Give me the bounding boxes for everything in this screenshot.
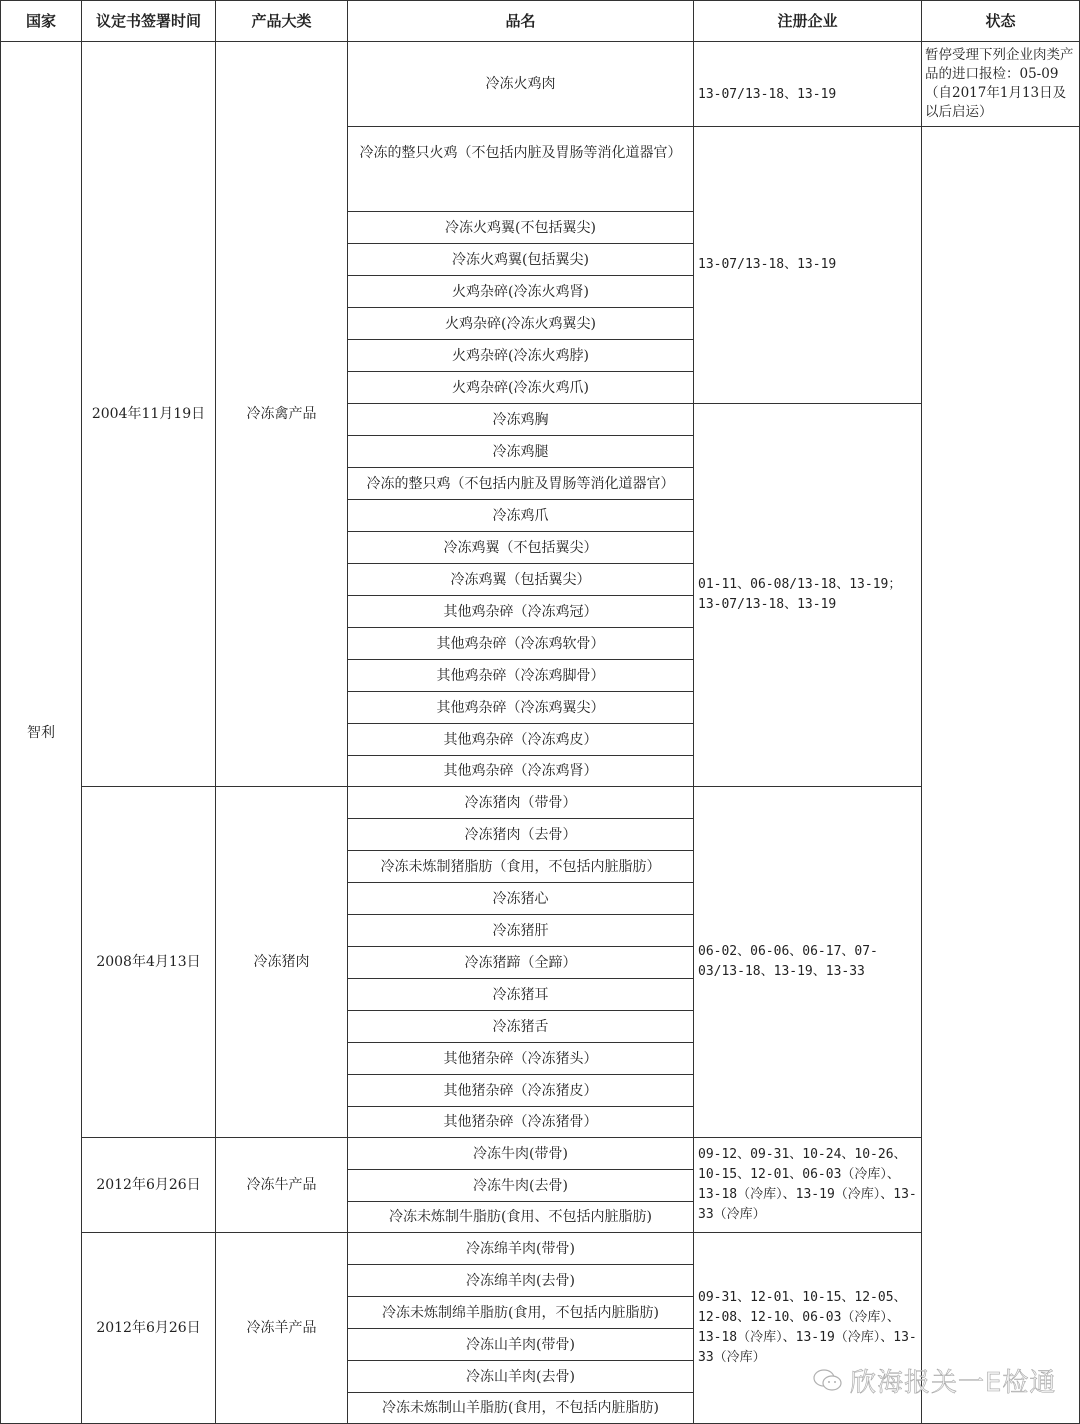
header-signing-date: 议定书签署时间 xyxy=(81,0,216,42)
product-cell: 其他鸡杂碎（冷冻鸡皮） xyxy=(347,723,694,756)
enterprises-cell: 13-07/13-18、13-19 xyxy=(693,41,922,127)
signing-date-cell: 2012年6月26日 xyxy=(81,1137,216,1233)
product-cell: 冷冻鸡翼（包括翼尖） xyxy=(347,563,694,596)
product-cell: 其他猪杂碎（冷冻猪皮） xyxy=(347,1074,694,1107)
product-cell: 冷冻猪心 xyxy=(347,882,694,915)
product-cell: 冷冻未炼制牛脂肪(食用、不包括内脏脂肪) xyxy=(347,1201,694,1233)
product-cell: 其他鸡杂碎（冷冻鸡脚骨） xyxy=(347,659,694,692)
product-cell: 冷冻火鸡肉 xyxy=(347,41,694,127)
product-cell: 冷冻鸡爪 xyxy=(347,499,694,532)
product-cell: 其他鸡杂碎（冷冻鸡肾） xyxy=(347,755,694,787)
product-cell: 火鸡杂碎(冷冻火鸡脖) xyxy=(347,339,694,372)
header-registered-enterprises: 注册企业 xyxy=(693,0,922,42)
product-cell: 冷冻火鸡翼(不包括翼尖) xyxy=(347,211,694,244)
product-cell: 冷冻猪舌 xyxy=(347,1010,694,1043)
header-country: 国家 xyxy=(0,0,82,42)
product-cell: 冷冻牛肉(去骨) xyxy=(347,1169,694,1202)
product-cell: 冷冻的整只火鸡（不包括内脏及胃肠等消化道器官） xyxy=(347,126,694,212)
category-cell: 冷冻禽产品 xyxy=(215,41,348,787)
enterprises-cell: 01-11、06-08/13-18、13-19；13-07/13-18、13-19 xyxy=(693,403,922,787)
product-cell: 冷冻猪肉（带骨） xyxy=(347,786,694,819)
enterprises-cell: 09-31、12-01、10-15、12-05、12-08、12-10、06-03（冷库）、13-18（冷库）、13-19（冷库）、13-33（冷库） xyxy=(693,1232,922,1424)
product-cell: 其他鸡杂碎（冷冻鸡冠） xyxy=(347,595,694,628)
product-cell: 冷冻猪肝 xyxy=(347,914,694,947)
status-empty-cell xyxy=(921,126,1080,1424)
country-cell: 智利 xyxy=(0,41,82,1424)
header-status: 状态 xyxy=(921,0,1080,42)
product-cell: 冷冻的整只鸡（不包括内脏及胃肠等消化道器官） xyxy=(347,467,694,500)
product-cell: 冷冻猪蹄（全蹄） xyxy=(347,946,694,979)
status-cell: 暂停受理下列企业肉类产品的进口报检：05-09（自2017年1月13日及以后启运） xyxy=(921,41,1080,127)
enterprises-cell: 09-12、09-31、10-24、10-26、10-15、12-01、06-03（冷库）、13-18（冷库）、13-19（冷库）、13-33（冷库） xyxy=(693,1137,922,1233)
product-cell: 其他猪杂碎（冷冻猪骨） xyxy=(347,1106,694,1138)
category-cell: 冷冻牛产品 xyxy=(215,1137,348,1233)
signing-date-cell: 2004年11月19日 xyxy=(81,41,216,787)
product-cell: 冷冻鸡腿 xyxy=(347,435,694,468)
product-cell: 其他猪杂碎（冷冻猪头） xyxy=(347,1042,694,1075)
product-cell: 冷冻未炼制绵羊脂肪(食用，不包括内脏脂肪) xyxy=(347,1296,694,1329)
product-cell: 冷冻绵羊肉(带骨) xyxy=(347,1232,694,1265)
header-product-name: 品名 xyxy=(347,0,694,42)
product-cell: 火鸡杂碎(冷冻火鸡肾) xyxy=(347,275,694,308)
enterprises-cell: 13-07/13-18、13-19 xyxy=(693,126,922,404)
product-cell: 冷冻猪肉（去骨） xyxy=(347,818,694,851)
signing-date-cell: 2008年4月13日 xyxy=(81,786,216,1138)
signing-date-cell: 2012年6月26日 xyxy=(81,1232,216,1424)
category-cell: 冷冻羊产品 xyxy=(215,1232,348,1424)
product-cell: 冷冻绵羊肉(去骨) xyxy=(347,1264,694,1297)
product-cell: 其他鸡杂碎（冷冻鸡翼尖） xyxy=(347,691,694,724)
product-cell: 冷冻火鸡翼(包括翼尖) xyxy=(347,243,694,276)
product-cell: 冷冻牛肉(带骨) xyxy=(347,1137,694,1170)
enterprises-cell: 06-02、06-06、06-17、07-03/13-18、13-19、13-33 xyxy=(693,786,922,1138)
watermark-text: 欣海报关一E检通 xyxy=(850,1368,1057,1398)
product-cell: 其他鸡杂碎（冷冻鸡软骨） xyxy=(347,627,694,660)
header-category: 产品大类 xyxy=(215,0,348,42)
product-cell: 火鸡杂碎(冷冻火鸡爪) xyxy=(347,371,694,404)
category-cell: 冷冻猪肉 xyxy=(215,786,348,1138)
product-cell: 冷冻山羊肉(去骨) xyxy=(347,1360,694,1393)
product-cell: 火鸡杂碎(冷冻火鸡翼尖) xyxy=(347,307,694,340)
product-cell: 冷冻未炼制猪脂肪（食用，不包括内脏脂肪） xyxy=(347,850,694,883)
product-cell: 冷冻山羊肉(带骨) xyxy=(347,1328,694,1361)
product-cell: 冷冻鸡翼（不包括翼尖） xyxy=(347,531,694,564)
product-cell: 冷冻猪耳 xyxy=(347,978,694,1011)
product-cell: 冷冻未炼制山羊脂肪(食用，不包括内脏脂肪) xyxy=(347,1392,694,1424)
product-cell: 冷冻鸡胸 xyxy=(347,403,694,436)
